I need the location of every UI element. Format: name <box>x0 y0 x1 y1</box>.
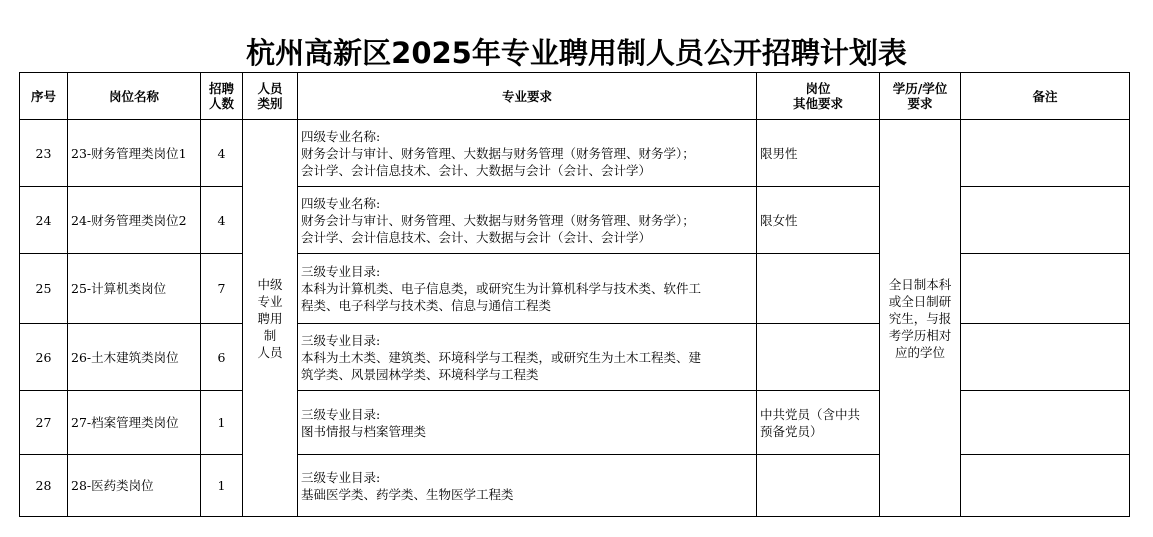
table-row <box>20 391 1130 455</box>
major-cell <box>298 324 757 391</box>
major-body: 财务会计与审计、财务管理、大数据与财务管理（财务管理、财务学）； 会计学、会计信息技术、会计、大数据与会计（会计、会计学） <box>301 145 695 178</box>
major-body: 本科为土木类、建筑类、环境科学与工程类，或研究生为土木工程类、建 筑学类、风景园林学类、环境科学与工程类 <box>301 349 702 382</box>
major-cell <box>298 120 757 187</box>
count-cell: 4 <box>201 120 243 187</box>
major-cell <box>298 391 757 455</box>
remarks-cell <box>961 120 1130 187</box>
major-title: 三级专业目录: <box>301 469 381 485</box>
count-cell: 1 <box>201 391 243 455</box>
major-title: 三级专业目录: <box>301 264 381 279</box>
seq-cell: 25 <box>20 254 68 324</box>
position-name-cell: 24-财务管理类岗位2 <box>68 187 201 254</box>
count-cell: 7 <box>201 254 243 324</box>
table-row <box>20 187 1130 254</box>
header-other: 岗位 其他要求 <box>757 73 880 120</box>
remarks-cell <box>961 187 1130 254</box>
seq-cell: 28 <box>20 455 68 517</box>
table-row <box>20 254 1130 324</box>
major-cell <box>298 455 757 517</box>
page-title: 杭州高新区2025年专业聘用制人员公开招聘计划表 <box>246 36 907 70</box>
major-title: 三级专业目录: <box>301 332 381 348</box>
header-remarks: 备注 <box>961 73 1130 120</box>
seq-cell: 27 <box>20 391 68 455</box>
education-text: 全日制本科 或全日制研 究生，与报 考学历相对 应的学位 <box>888 276 952 360</box>
position-name-cell: 23-财务管理类岗位1 <box>68 120 201 187</box>
position-name-cell: 25-计算机类岗位 <box>68 254 201 324</box>
header-count: 招聘 人数 <box>201 73 243 120</box>
seq-cell: 24 <box>20 187 68 254</box>
major-title: 四级专业名称: <box>301 128 381 144</box>
other-requirement-cell <box>757 254 880 324</box>
recruitment-table <box>19 72 1130 517</box>
category-text: 中级 专业 聘用制 人员 <box>257 276 283 360</box>
major-cell <box>298 187 757 254</box>
remarks-cell <box>961 391 1130 455</box>
position-name-cell: 26-土木建筑类岗位 <box>68 324 201 391</box>
other-requirement-cell: 限男性 <box>757 120 880 187</box>
count-cell: 4 <box>201 187 243 254</box>
major-body: 财务会计与审计、财务管理、大数据与财务管理（财务管理、财务学）； 会计学、会计信息技术、会计、大数据与会计（会计、会计学） <box>301 212 695 245</box>
major-body: 图书情报与档案管理类 <box>301 423 427 439</box>
table-row <box>20 324 1130 391</box>
education-cell <box>880 120 961 517</box>
header-major: 专业要求 <box>298 73 757 120</box>
other-requirement-cell <box>757 455 880 517</box>
table-row <box>20 455 1130 517</box>
seq-cell: 23 <box>20 120 68 187</box>
table-row <box>20 120 1130 187</box>
major-body: 基础医学类、药学类、生物医学工程类 <box>301 486 514 502</box>
remarks-cell <box>961 455 1130 517</box>
major-title: 四级专业名称: <box>301 195 381 211</box>
header-position-name: 岗位名称 <box>68 73 201 120</box>
position-name-cell: 27-档案管理类岗位 <box>68 391 201 455</box>
remarks-cell <box>961 254 1130 324</box>
major-title: 三级专业目录: <box>301 406 381 422</box>
remarks-cell <box>961 324 1130 391</box>
seq-cell: 26 <box>20 324 68 391</box>
header-category: 人员 类别 <box>243 73 298 120</box>
other-requirement-cell: 限女性 <box>757 187 880 254</box>
table-header-row <box>20 73 1130 120</box>
position-name-cell: 28-医药类岗位 <box>68 455 201 517</box>
category-cell <box>243 120 298 517</box>
count-cell: 6 <box>201 324 243 391</box>
other-requirement-cell: 中共党员（含中共 预备党员） <box>757 391 880 455</box>
major-body: 本科为计算机类、电子信息类，或研究生为计算机科学与技术类、软件工 程类、电子科学与技术类、信息与通信工程类 <box>301 281 702 313</box>
header-education: 学历/学位 要求 <box>880 73 961 120</box>
other-requirement-cell <box>757 324 880 391</box>
major-cell <box>298 254 757 324</box>
count-cell: 1 <box>201 455 243 517</box>
header-seq: 序号 <box>20 73 68 120</box>
